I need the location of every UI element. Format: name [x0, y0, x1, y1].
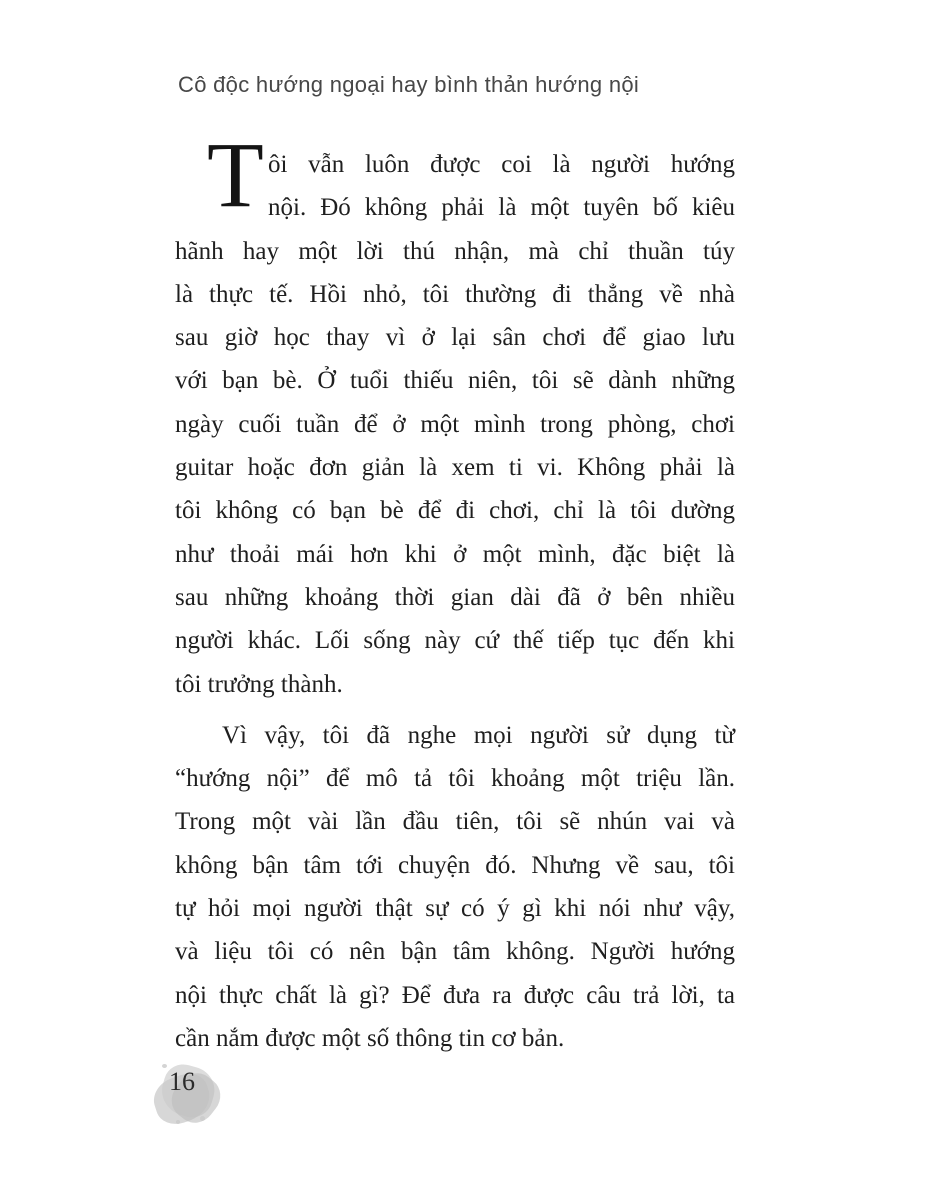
text-line: “hướng nội” để mô tả tôi khoảng một triệu lần.: [175, 765, 735, 793]
text-line: ôi vẫn luôn được coi là người hướng: [268, 151, 735, 178]
text-line: Trong một vài lần đầu tiên, tôi sẽ nhún vai và: [175, 808, 735, 836]
text-line: tự hỏi mọi người thật sự có ý gì khi nói như vậy,: [175, 895, 735, 923]
text-line: cần nắm được một số thông tin cơ bản.: [175, 1024, 565, 1052]
ink-dot-icon: [162, 1064, 167, 1068]
folio: [150, 1058, 250, 1148]
paragraph-1: [175, 124, 735, 706]
drop-cap-letter: T: [207, 124, 264, 227]
text-line: không bận tâm tới chuyện đó. Nhưng về sau, tôi: [175, 851, 735, 879]
text-line: là thực tế. Hồi nhỏ, tôi thường đi thẳng về nhà: [175, 280, 735, 308]
text-line: như thoải mái hơn khi ở một mình, đặc biệt là: [175, 540, 735, 568]
ink-dot-icon: [200, 1116, 205, 1121]
page-number: 16: [169, 1067, 195, 1096]
text-line: nội. Đó không phải là một tuyên bố kiêu: [268, 194, 735, 222]
text-line: hãnh hay một lời thú nhận, mà chỉ thuần túy: [175, 237, 735, 265]
text-line: nội thực chất là gì? Để đưa ra được câu trả lời, ta: [175, 981, 735, 1009]
running-head: Cô độc hướng ngoại hay bình thản hướng nội: [178, 72, 640, 97]
text-line: người khác. Lối sống này cứ thế tiếp tục đến khi: [175, 627, 735, 655]
text-line: tôi không có bạn bè để đi chơi, chỉ là tôi dường: [175, 497, 735, 525]
paragraph-2: [175, 714, 735, 1060]
ink-dot-icon: [176, 1120, 180, 1124]
drop-cap-box: [207, 124, 264, 229]
text-line: sau giờ học thay vì ở lại sân chơi để giao lưu: [175, 324, 735, 352]
text-line: ngày cuối tuần để ở một mình trong phòng, chơi: [175, 410, 735, 438]
text-line: với bạn bè. Ở tuổi thiếu niên, tôi sẽ dành những: [175, 367, 735, 395]
text-line: và liệu tôi có nên bận tâm không. Người hướng: [175, 938, 735, 966]
body-text: [175, 124, 735, 1060]
text-line: sau những khoảng thời gian dài đã ở bên nhiều: [175, 583, 735, 611]
text-line: Vì vậy, tôi đã nghe mọi người sử dụng từ: [222, 721, 735, 749]
text-line: tôi trưởng thành.: [175, 670, 343, 698]
text-line: guitar hoặc đơn giản là xem ti vi. Không phải là: [175, 454, 735, 482]
